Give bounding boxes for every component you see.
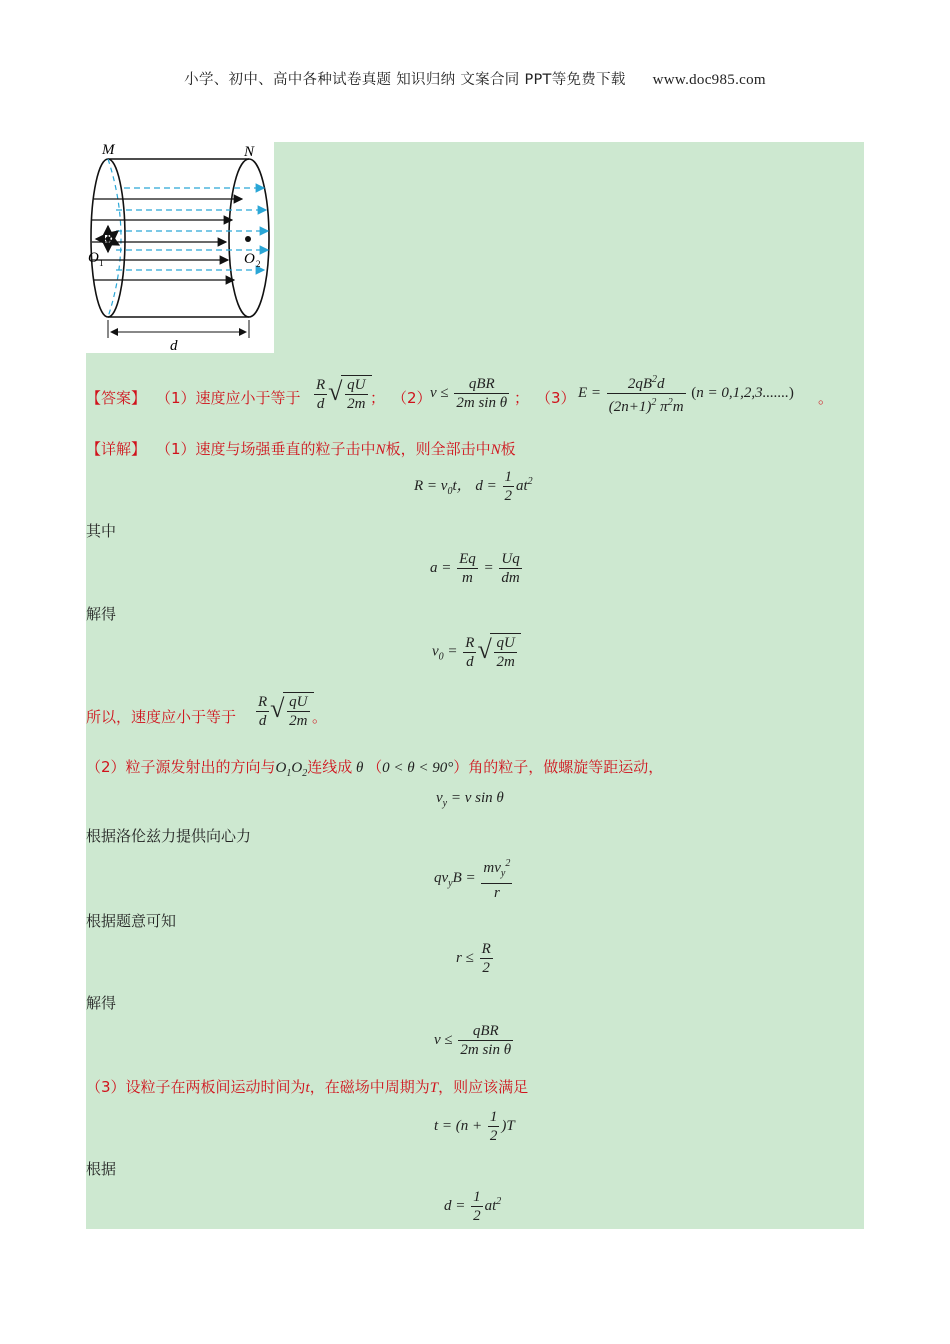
part2-a: （2）粒子源发射出的方向与 xyxy=(86,758,276,776)
answer-part2: （2） xyxy=(392,389,432,407)
label-o1-sub: 1 xyxy=(99,258,104,268)
answer-eq3: E = $\frac{2qB^2d}{(2n+1)^2 \pi^2m}$ (n = 0,1,2,3.......) xyxy=(578,371,794,416)
answer-eq1: $\frac{R}{d}$ √ $\frac{qU}{2m}$ xyxy=(312,375,372,413)
eq-v0: $v_0$ = $\frac{R}{d}$ √ $\frac{qU}{2m}$ xyxy=(432,633,521,671)
part3-t: t xyxy=(305,1080,310,1096)
part2-line: （2）粒子源发射出的方向与$O_1O_2$连线成 θ （0 < θ < 90°）角的粒子，做螺旋等距运动， xyxy=(86,758,664,779)
jiede2: 解得 xyxy=(86,994,117,1012)
detail-line1 xyxy=(156,438,516,459)
part3-b: ，在磁场中周期为 xyxy=(309,1078,430,1096)
eq-d: d = $\frac{1}{2}$ $at^2$ xyxy=(444,1189,502,1224)
part3-T: T xyxy=(429,1080,439,1096)
label-n: N xyxy=(244,144,255,160)
label-m: M xyxy=(102,142,115,158)
qizhong: 其中 xyxy=(86,522,117,540)
part2-b: 连线成 xyxy=(307,758,353,776)
part2-c: （ xyxy=(367,758,383,776)
answer-n-cond: n = 0,1,2,3....... xyxy=(696,384,789,401)
part3-a: （3）设粒子在两板间运动时间为 xyxy=(86,1078,306,1096)
eq-t: t = (n + $\frac{1}{2}$ )T xyxy=(434,1109,515,1144)
cylinder-diagram xyxy=(86,142,274,353)
eq-acceleration: a = $\frac{Eq}{m}$ = $\frac{Uq}{dm}$ xyxy=(430,551,520,586)
detail-tag: 【详解】 xyxy=(86,440,147,458)
header-url[interactable]: www.doc985.com xyxy=(652,72,766,88)
answer-sep2: ； xyxy=(514,389,530,407)
part2-d: ）角的粒子，做螺旋等距运动， xyxy=(453,758,664,776)
detail-line1-a: （1）速度与场强垂直的粒子击中 xyxy=(156,440,376,458)
eq-vy: $v_y = v$ sin θ xyxy=(436,790,504,809)
part3-c: ，则应该满足 xyxy=(438,1078,529,1096)
answer-tag: 【答案】 xyxy=(86,389,147,407)
part3-line xyxy=(86,1076,528,1097)
suoyi-end: 。 xyxy=(312,708,328,726)
label-o1: O xyxy=(88,250,99,266)
answer-part3: （3） xyxy=(536,389,576,407)
cylinder-figure xyxy=(86,142,274,353)
eq-r-v0t: $R = v_0t$， d = $\frac{1}{2}$ $at^2$ xyxy=(414,469,533,504)
label-o2: O xyxy=(244,251,255,267)
detail-line1-b: 板，则全部击中 xyxy=(385,440,491,458)
suoyi: 所以，速度应小于等于 xyxy=(86,708,237,726)
detail-line1-n2: N xyxy=(490,442,501,458)
detail-line1-c: 板 xyxy=(500,440,516,458)
tiyi: 根据题意可知 xyxy=(86,912,177,930)
eq-r: r ≤ $\frac{R}{2}$ xyxy=(456,941,491,976)
genju: 根据 xyxy=(86,1160,117,1178)
label-o2-sub: 2 xyxy=(256,259,261,269)
eq-suoyi: $\frac{R}{d}$ √ $\frac{qU}{2m}$ xyxy=(254,692,314,730)
eq-v: v ≤ $\frac{\text{qBR}}{\text{2m sin θ}}$ xyxy=(434,1023,512,1058)
label-d: d xyxy=(170,338,178,353)
page-header xyxy=(0,68,950,89)
detail-line1-n: N xyxy=(375,442,386,458)
header-text: 小学、初中、高中各种试卷真题 知识归纳 文案合同 PPT等免费下载 xyxy=(184,72,626,88)
eq-lorentz: $qv_yB$ = $\frac{mv_y^2}{r}$ xyxy=(434,855,514,902)
answer-sep1: ； xyxy=(370,389,386,407)
answer-part1: （1）速度应小于等于 xyxy=(156,389,301,407)
answer-eq2: v ≤ $\frac{\text{qBR}}{\text{2m sin θ}}$ xyxy=(430,376,508,411)
lorentz: 根据洛伦兹力提供向心力 xyxy=(86,827,252,845)
jiede1: 解得 xyxy=(86,605,117,623)
answer-end: 。 xyxy=(818,389,834,407)
